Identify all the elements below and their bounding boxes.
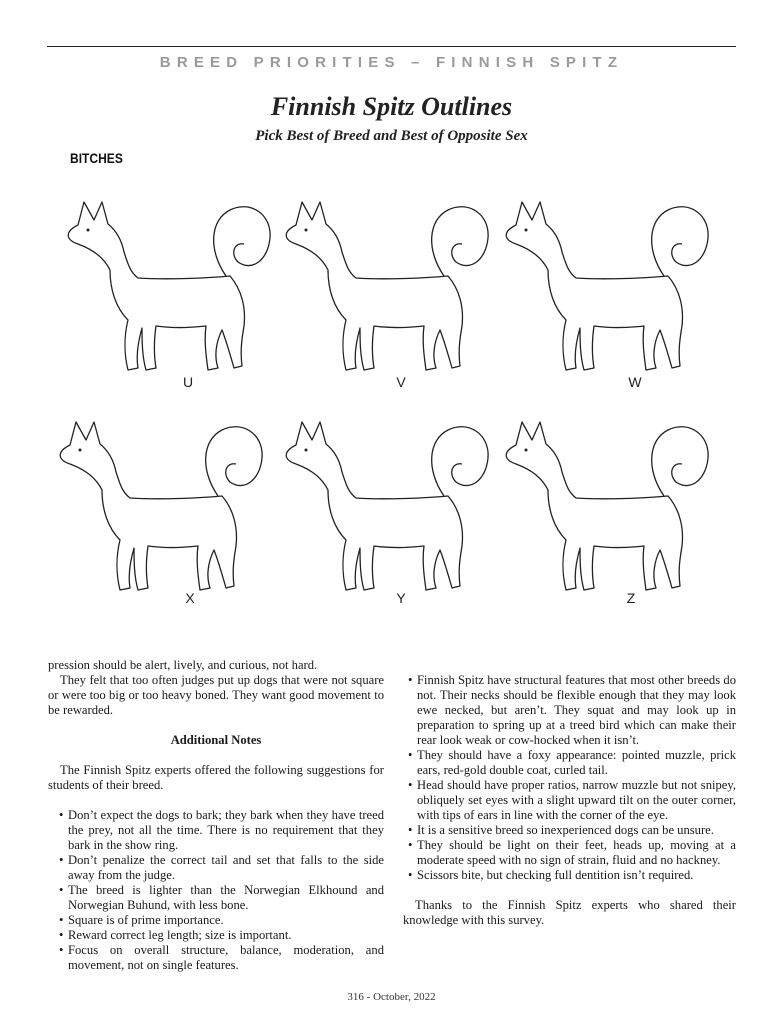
- intro-paragraph-continued: pression should be alert, lively, and curious, not hard.: [48, 658, 318, 672]
- list-item: [403, 823, 736, 838]
- list-item: [48, 943, 384, 973]
- bullet-text: Head should have proper ratios, narrow muzzle but not snipey, obliquely set eyes with a slight upward tilt on the outer corner, with tips of ears in line with the corner of the eye.: [417, 778, 736, 822]
- bullet-text: Scissors bite, but checking full dentition isn’t required.: [417, 868, 694, 882]
- bullet-icon: •: [59, 808, 64, 822]
- dog-body-outline: [68, 202, 244, 370]
- outline-letter: V: [396, 374, 406, 390]
- dog-outline-u: [58, 180, 298, 390]
- outline-letter: X: [185, 590, 195, 606]
- list-item: [48, 808, 384, 853]
- page-title: Finnish Spitz Outlines: [270, 92, 513, 121]
- outline-letter: U: [182, 374, 194, 390]
- dog-outline-drawing: [50, 400, 290, 610]
- dog-outline-drawing: [496, 180, 736, 390]
- additional-notes-heading: Additional Notes: [170, 733, 262, 747]
- bullet-text: The breed is lighter than the Norwegian Elkhound and Norwegian Buhund, with less bone.: [68, 883, 384, 912]
- list-item: [48, 853, 384, 883]
- dog-outline-drawing: [276, 400, 516, 610]
- notes-intro-paragraph: The Finnish Spitz experts offered the following suggestions for students of their breed.: [48, 763, 384, 792]
- dog-eye: [87, 229, 90, 232]
- dog-outline-w: [496, 180, 736, 390]
- outline-letter: W: [628, 374, 642, 390]
- bitches-label: BITCHES: [70, 150, 123, 166]
- page-subtitle: Pick Best of Breed and Best of Opposite Sex: [255, 128, 528, 144]
- bullet-icon: •: [59, 913, 64, 927]
- intro-paragraph: They felt that too often judges put up dogs that were not square or were too big or too heavy boned. They want good movement to be rewarded.: [48, 673, 384, 717]
- traits-bullet-list: [403, 673, 736, 883]
- list-item: [403, 868, 736, 883]
- list-item: [403, 748, 736, 778]
- bullet-icon: •: [408, 838, 413, 852]
- dog-outline-drawing: [496, 400, 736, 610]
- right-column: [403, 658, 736, 928]
- bullet-text: Reward correct leg length; size is important.: [68, 928, 292, 942]
- dog-outline-y: [276, 400, 516, 610]
- list-item: [48, 928, 384, 943]
- dog-outline-drawing: [276, 180, 516, 390]
- list-item: [403, 778, 736, 823]
- dog-tail-outline: [432, 207, 488, 276]
- dog-outline-v: [276, 180, 516, 390]
- bullet-icon: •: [408, 778, 413, 792]
- dog-eye: [525, 449, 528, 452]
- dog-eye: [525, 229, 528, 232]
- page-footer: 316 - October, 2022: [347, 991, 436, 1003]
- thanks-paragraph: Thanks to the Finnish Spitz experts who shared their knowledge with this survey.: [403, 898, 736, 927]
- dog-eye: [305, 449, 308, 452]
- bullet-text: They should be light on their feet, heads up, moving at a moderate speed with no sign of strain, fluid and no hackney.: [417, 838, 736, 867]
- dog-eye: [79, 449, 82, 452]
- dog-body-outline: [286, 202, 462, 370]
- bullet-icon: •: [59, 943, 64, 957]
- bullet-text: Finnish Spitz have structural features that most other breeds do not. Their necks should be flexible enough that they may look ewe necked, but aren’t. They squat and may look up in preparation to spring up at a treed bird which can make their rear look weak or cow-hocked when it isn’t.: [417, 673, 736, 747]
- dog-tail-outline: [206, 427, 262, 496]
- bullet-text: Don’t expect the dogs to bark; they bark when they have treed the prey, not all the time. There is no requirement that they bark in the show ring.: [68, 808, 384, 852]
- dog-body-outline: [60, 422, 236, 590]
- outline-letter: Z: [626, 590, 636, 606]
- dog-tail-outline: [652, 207, 708, 276]
- list-item: [48, 883, 384, 913]
- header-rule: [47, 46, 736, 47]
- section-kicker: BREED PRIORITIES – FINNISH SPITZ: [159, 54, 624, 71]
- bullet-icon: •: [408, 748, 413, 762]
- bullet-icon: •: [408, 823, 413, 837]
- notes-bullet-list: [48, 808, 384, 973]
- bullet-icon: •: [59, 853, 64, 867]
- bullet-text: They should have a foxy appearance: pointed muzzle, prick ears, red-gold double coat, curled tail.: [417, 748, 736, 777]
- dog-tail-outline: [214, 207, 270, 276]
- dog-eye: [305, 229, 308, 232]
- list-item: [48, 913, 384, 928]
- bullet-text: Don’t penalize the correct tail and set that falls to the side away from the judge.: [68, 853, 384, 882]
- bullet-icon: •: [408, 868, 413, 882]
- dog-outline-drawing: [58, 180, 298, 390]
- dog-tail-outline: [652, 427, 708, 496]
- bullet-text: Focus on overall structure, balance, moderation, and movement, not on single features.: [68, 943, 384, 972]
- dog-body-outline: [286, 422, 462, 590]
- dog-outline-x: [50, 400, 290, 610]
- list-item: [403, 673, 736, 748]
- left-column: [48, 658, 384, 973]
- bullet-icon: •: [59, 883, 64, 897]
- bullet-icon: •: [408, 673, 413, 687]
- dog-tail-outline: [432, 427, 488, 496]
- bullet-text: Square is of prime importance.: [68, 913, 224, 927]
- outline-letter: Y: [396, 590, 406, 606]
- bullet-text: It is a sensitive breed so inexperienced dogs can be unsure.: [417, 823, 714, 837]
- bullet-icon: •: [59, 928, 64, 942]
- list-item: [403, 838, 736, 868]
- dog-body-outline: [506, 422, 682, 590]
- dog-body-outline: [506, 202, 682, 370]
- dog-outline-z: [496, 400, 736, 610]
